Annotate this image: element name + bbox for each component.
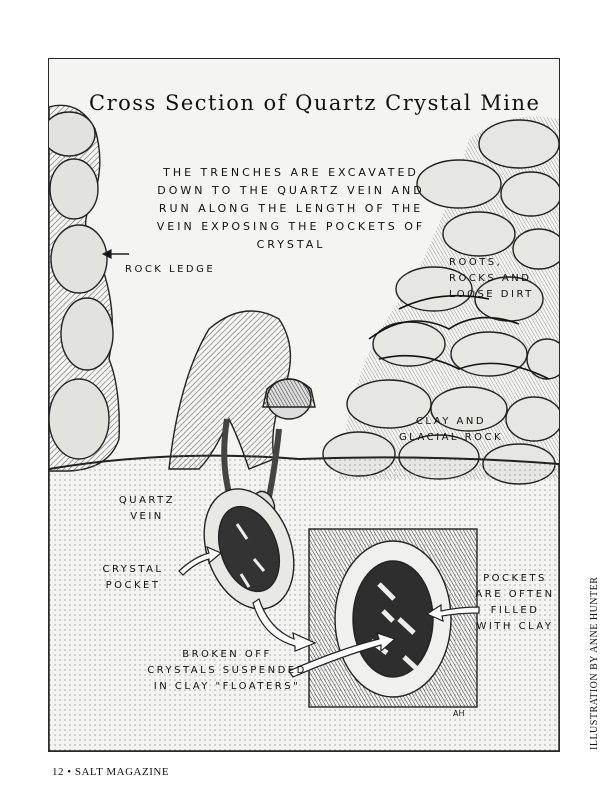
label-clay-glacial-rock: CLAY AND GLACIAL ROCK — [398, 416, 504, 443]
label-floaters: BROKEN OFF CRYSTALS SUSPENDED IN CLAY "FLOATERS" — [147, 649, 307, 692]
label-roots-rocks-dirt: ROOTS, ROCKS AND LOOSE DIRT — [449, 257, 534, 300]
label-rock-ledge: ROCK LEDGE — [125, 264, 216, 275]
label-quartz-vein: QUARTZ VEIN — [118, 495, 176, 522]
artist-initials: AH — [453, 709, 465, 718]
illustration-credit: ILLUSTRATION BY ANNE HUNTER — [589, 576, 600, 750]
label-crystal-pocket: CRYSTAL POCKET — [102, 564, 164, 591]
inset-pocket-drawing — [309, 529, 477, 707]
page-folio: 12 • SALT MAGAZINE — [52, 766, 170, 778]
intro-caption: THE TRENCHES ARE EXCAVATED DOWN TO THE QUARTZ VEIN AND RUN ALONG THE LENGTH OF THE VEIN EXPOSING THE POCKETS OF CRYSTAL — [156, 166, 426, 251]
rock-ledge-drawing — [49, 105, 119, 471]
illustration-frame — [48, 58, 560, 752]
label-pockets-filled: POCKETS ARE OFTEN FILLED WITH CLAY — [475, 573, 555, 632]
illustration-title: Cross Section of Quartz Crystal Mine — [89, 91, 541, 115]
